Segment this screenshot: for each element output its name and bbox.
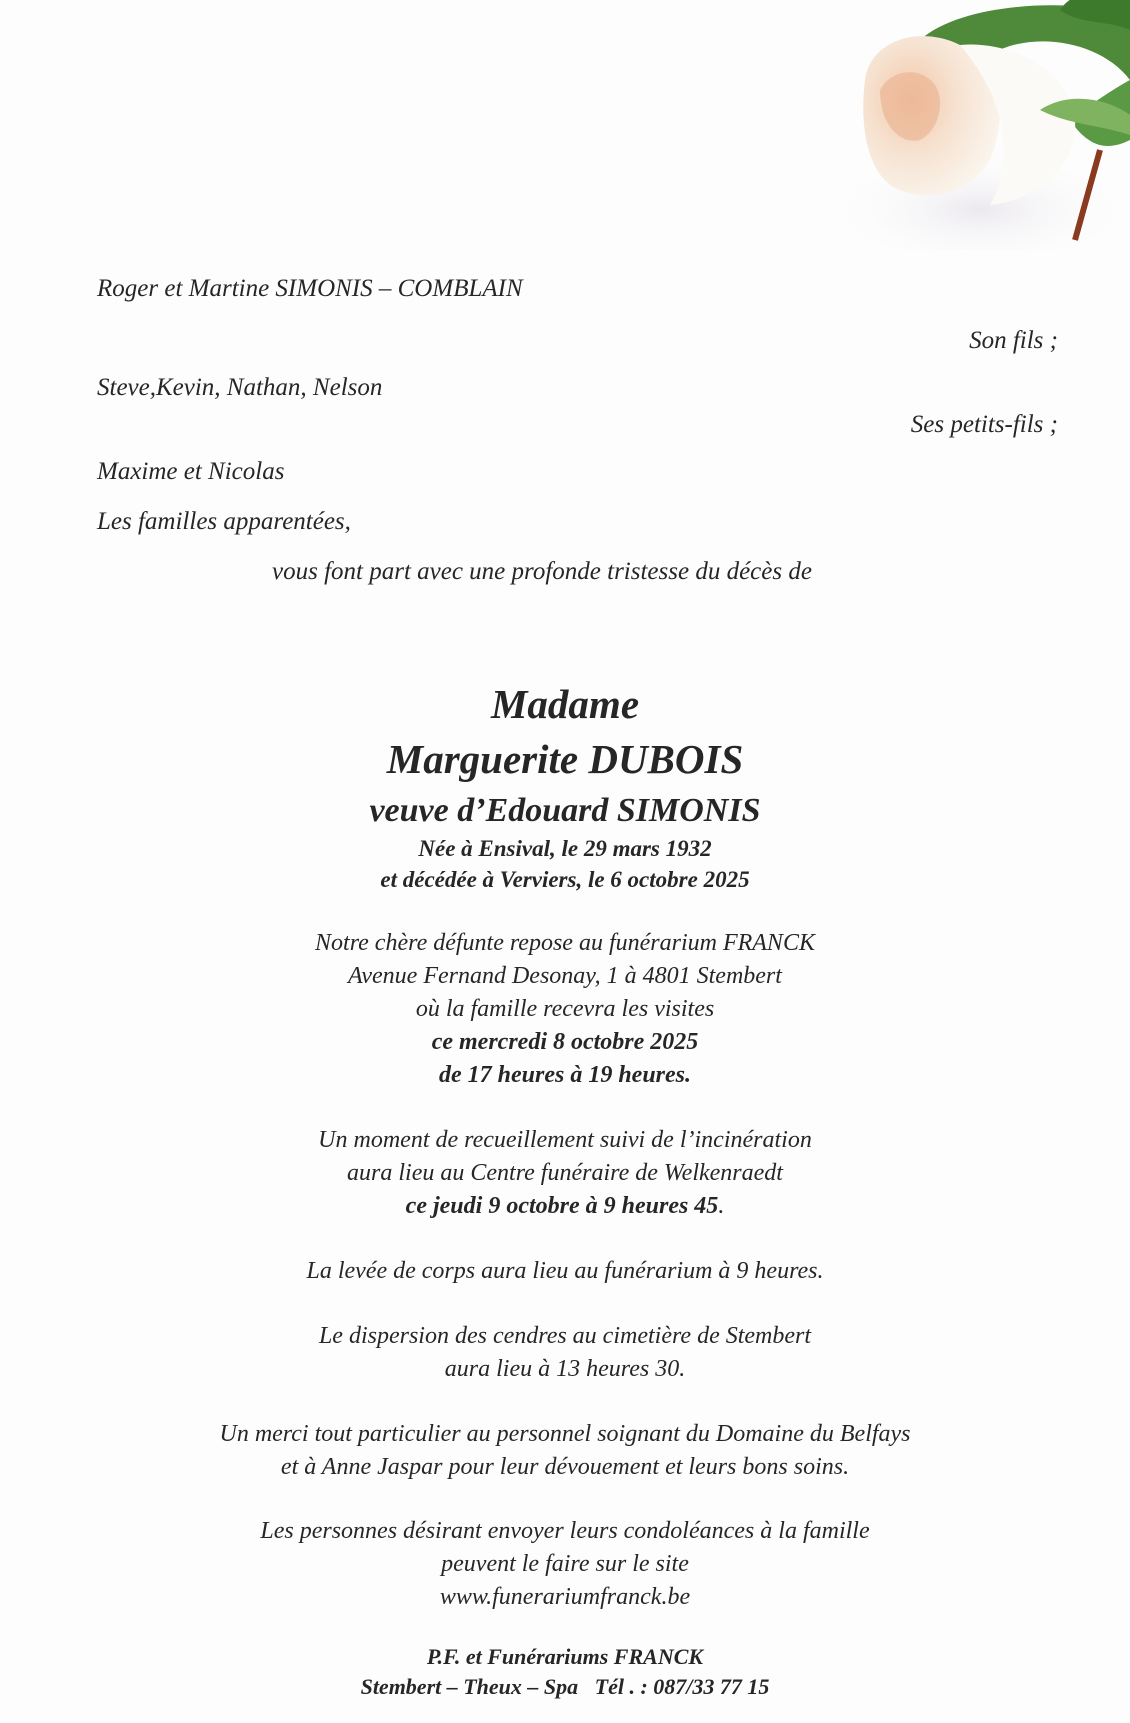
footer-company: P.F. et Funérariums FRANCK [426,1644,704,1669]
footer-contact: Stembert – Theux – Spa Tél . : 087/33 77 15 [360,1674,770,1699]
visits-hours: de 17 heures à 19 heures. [438,1062,691,1088]
ceremony-date-line [0,1190,1130,1223]
website-link[interactable]: www.funerariumfranck.be [439,1584,691,1610]
rose-image [810,0,1130,250]
dispersion-section [0,1320,1130,1386]
ceremony-line-1: Un moment de recueillement suivi de l’incinération [318,1127,812,1153]
levee-line: La levée de corps aura lieu au funérarium à 9 heures. [306,1258,824,1284]
condolences-line-2: peuvent le faire sur le site [441,1551,689,1577]
visits-line-3: où la famille recevra les visites [415,996,715,1022]
visits-date: ce mercredi 8 octobre 2025 [431,1029,699,1055]
dispersion-line-2: aura lieu à 13 heures 30. [444,1356,686,1382]
son-label: Son fils ; [969,327,1058,354]
grandsons-label: Ses petits-fils ; [910,411,1058,438]
ceremony-section [0,1124,1130,1223]
condolences-line-1: Les personnes désirant envoyer leurs condoléances à la famille [260,1518,870,1544]
thanks-section [0,1418,1130,1484]
dispersion-line-1: Le dispersion des cendres au cimetière de Stembert [318,1323,812,1349]
visits-section [0,927,1130,1092]
thanks-line-2: et à Anne Jaspar pour leur dévouement et leurs bons soins. [280,1454,850,1480]
condolences-section [0,1515,1130,1614]
grandsons-names: Steve,Kevin, Nathan, Nelson [97,374,383,401]
other-relatives-names: Maxime et Nicolas [97,458,285,485]
related-families: Les familles apparentées, [97,508,351,535]
ceremony-date: ce jeudi 9 octobre à 9 heures 45 [405,1193,719,1219]
ceremony-line-2: aura lieu au Centre funéraire de Welkenraedt [347,1160,783,1186]
thanks-line-1: Un merci tout particulier au personnel soignant du Domaine du Belfays [219,1421,911,1447]
announcement-intro: vous font part avec une profonde tristesse du décès de [272,558,812,585]
deceased-title: Madame [490,681,640,727]
birth-info: Née à Ensival, le 29 mars 1932 [418,836,712,861]
visits-line-2: Avenue Fernand Desonay, 1 à 4801 Stembert [348,963,782,989]
levee-section [0,1255,1130,1288]
visits-line-1: Notre chère défunte repose au funérarium FRANCK [315,930,815,956]
deceased-name: Marguerite DUBOIS [386,736,744,782]
ceremony-period: . [718,1193,725,1219]
son-names: Roger et Martine SIMONIS – COMBLAIN [97,275,523,302]
deceased-widow-of: veuve d’Edouard SIMONIS [369,792,761,829]
death-info: et décédée à Verviers, le 6 octobre 2025 [380,867,750,892]
